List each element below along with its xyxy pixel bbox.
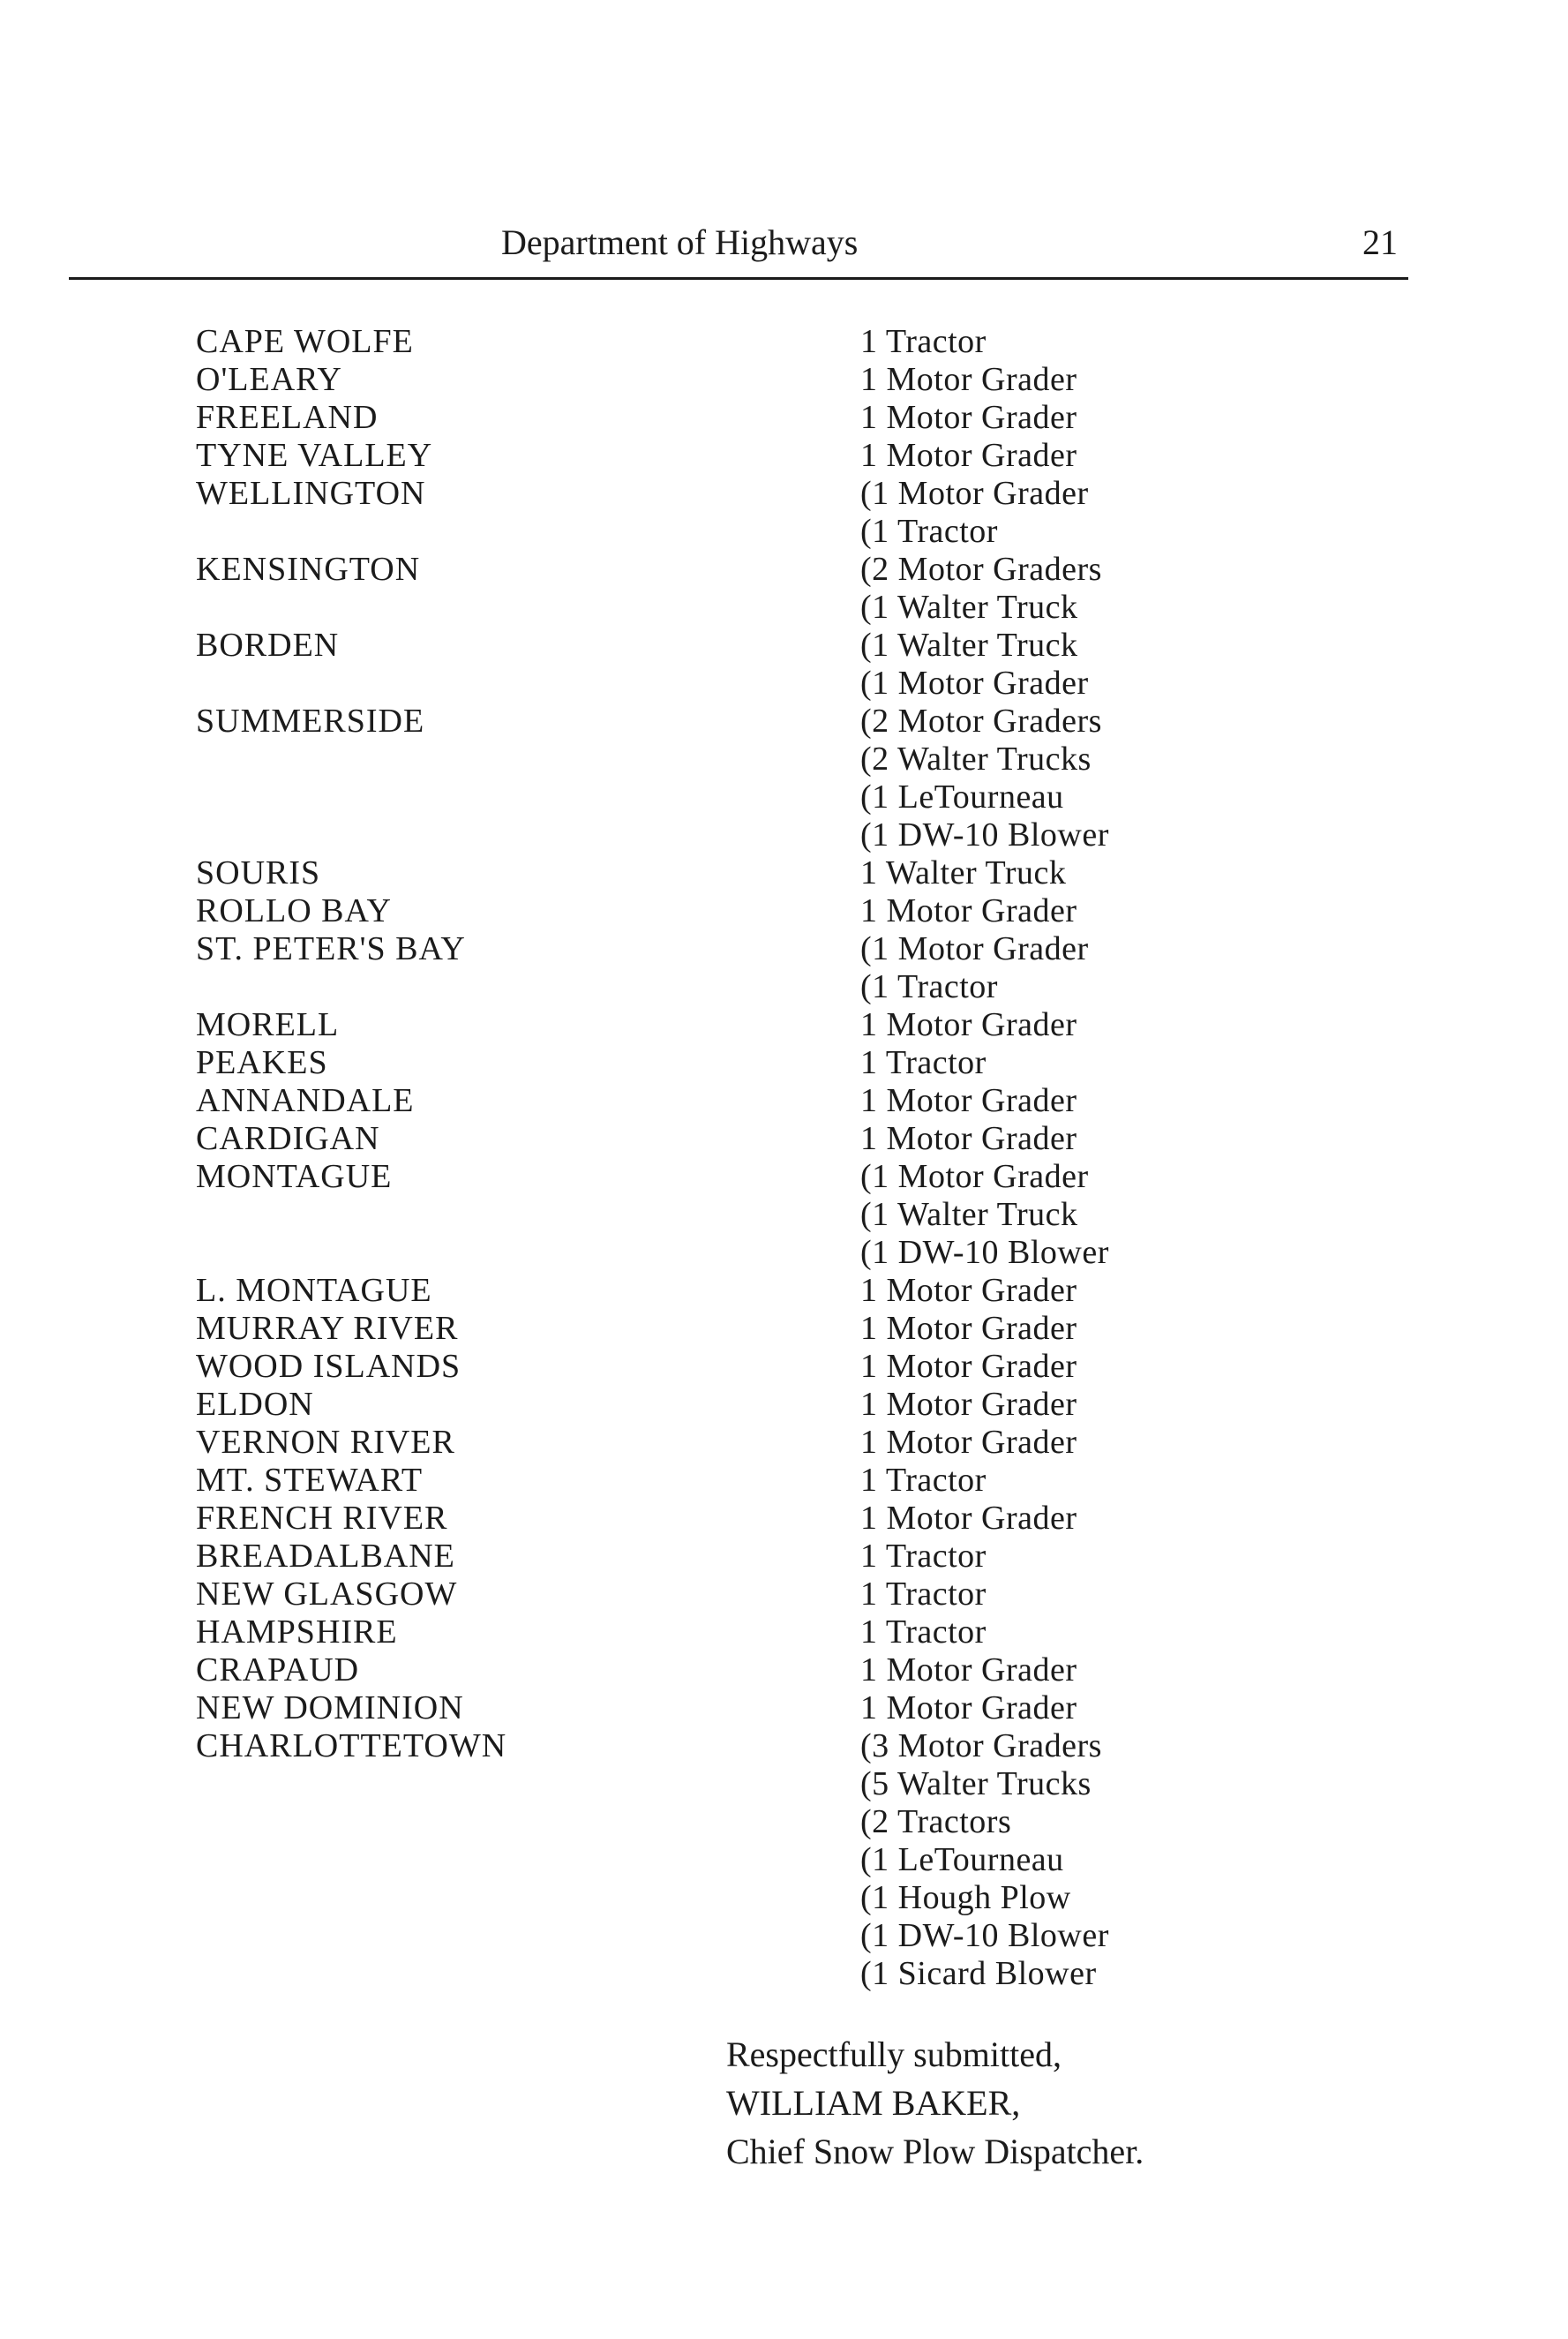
equipment-item: (1 Walter Truck: [860, 1196, 1078, 1233]
equipment-list: [860, 854, 1066, 892]
location-name: CARDIGAN: [196, 1120, 380, 1157]
equipment-item: (1 Hough Plow: [860, 1879, 1071, 1916]
equipment-item: 1 Motor Grader: [860, 361, 1077, 398]
equipment-item: (2 Motor Graders: [860, 551, 1102, 588]
location-name: VERNON RIVER: [196, 1424, 455, 1461]
equipment-list: [860, 1386, 1077, 1424]
equipment-item: 1 Motor Grader: [860, 1082, 1077, 1119]
location-name: MURRAY RIVER: [196, 1310, 459, 1347]
equipment-list: [860, 1348, 1077, 1386]
equipment-item: (1 Tractor: [860, 968, 998, 1005]
equipment-item: 1 Tractor: [860, 1576, 987, 1613]
equipment-list: [860, 1310, 1077, 1348]
equipment-item: 1 Motor Grader: [860, 1348, 1077, 1385]
location-name: FREELAND: [196, 399, 379, 436]
equipment-list: [860, 703, 1109, 854]
equipment-item: 1 Motor Grader: [860, 1651, 1077, 1688]
equipment-item: (2 Walter Trucks: [860, 741, 1092, 778]
equipment-list: [860, 1120, 1077, 1158]
equipment-list: [860, 551, 1102, 627]
equipment-item: 1 Motor Grader: [860, 892, 1077, 929]
equipment-item: (3 Motor Graders: [860, 1727, 1102, 1764]
equipment-item: 1 Motor Grader: [860, 1272, 1077, 1309]
location-name: CRAPAUD: [196, 1651, 360, 1688]
equipment-item: (1 Walter Truck: [860, 589, 1078, 626]
equipment-item: (1 Motor Grader: [860, 665, 1089, 702]
equipment-list: [860, 1006, 1077, 1044]
equipment-list: [860, 399, 1077, 437]
equipment-list: [860, 1689, 1077, 1727]
location-name: NEW DOMINION: [196, 1689, 464, 1726]
equipment-item: 1 Motor Grader: [860, 437, 1077, 474]
equipment-item: 1 Motor Grader: [860, 1424, 1077, 1461]
equipment-list: [860, 1462, 987, 1500]
equipment-list: [860, 1272, 1077, 1310]
location-name: CHARLOTTETOWN: [196, 1727, 507, 1764]
equipment-list: [860, 361, 1077, 399]
equipment-item: (1 Tractor: [860, 513, 998, 550]
equipment-item: 1 Motor Grader: [860, 1310, 1077, 1347]
signature-title: Chief Snow Plow Dispatcher.: [726, 2132, 1144, 2171]
location-name: ROLLO BAY: [196, 892, 392, 929]
header-rule: [69, 277, 1408, 280]
equipment-list: [860, 892, 1077, 930]
signature-name: WILLIAM BAKER,: [726, 2083, 1021, 2123]
location-name: TYNE VALLEY: [196, 437, 433, 474]
equipment-item: (1 DW-10 Blower: [860, 816, 1109, 854]
location-name: CAPE WOLFE: [196, 323, 414, 360]
equipment-item: (1 Motor Grader: [860, 930, 1089, 967]
equipment-item: (2 Motor Graders: [860, 703, 1102, 740]
equipment-item: 1 Tractor: [860, 1044, 987, 1081]
equipment-item: 1 Motor Grader: [860, 399, 1077, 436]
equipment-list: [860, 1613, 987, 1651]
equipment-list: [860, 1651, 1077, 1689]
location-name: MORELL: [196, 1006, 340, 1043]
equipment-item: 1 Walter Truck: [860, 854, 1067, 891]
equipment-item: (5 Walter Trucks: [860, 1765, 1092, 1802]
location-name: MONTAGUE: [196, 1158, 393, 1195]
location-name: MT. STEWART: [196, 1462, 424, 1499]
equipment-item: 1 Motor Grader: [860, 1120, 1077, 1157]
location-name: FRENCH RIVER: [196, 1500, 448, 1537]
location-name: SUMMERSIDE: [196, 703, 425, 740]
location-name: HAMPSHIRE: [196, 1613, 398, 1651]
location-name: ANNANDALE: [196, 1082, 415, 1119]
equipment-item: 1 Tractor: [860, 1462, 987, 1499]
equipment-item: (1 DW-10 Blower: [860, 1234, 1109, 1271]
equipment-item: (1 Sicard Blower: [860, 1955, 1097, 1992]
equipment-item: (1 LeTourneau: [860, 1841, 1064, 1878]
equipment-item: (1 Motor Grader: [860, 475, 1089, 512]
location-name: KENSINGTON: [196, 551, 421, 588]
equipment-list: [860, 1576, 987, 1613]
equipment-item: 1 Tractor: [860, 1538, 987, 1575]
equipment-list: [860, 475, 1089, 551]
equipment-list: [860, 437, 1077, 475]
equipment-item: 1 Motor Grader: [860, 1500, 1077, 1537]
equipment-item: 1 Motor Grader: [860, 1689, 1077, 1726]
equipment-list: [860, 1538, 987, 1576]
equipment-item: 1 Motor Grader: [860, 1386, 1077, 1423]
equipment-list: [860, 1424, 1077, 1462]
location-name: O'LEARY: [196, 361, 342, 398]
equipment-item: (1 Walter Truck: [860, 627, 1078, 664]
page-header-title: Department of Highways: [501, 222, 859, 262]
location-name: WOOD ISLANDS: [196, 1348, 461, 1385]
equipment-item: 1 Tractor: [860, 1613, 987, 1651]
signature-closing: Respectfully submitted,: [726, 2034, 1062, 2074]
location-name: BORDEN: [196, 627, 340, 664]
page-number: 21: [1362, 222, 1398, 262]
equipment-item: 1 Tractor: [860, 323, 987, 360]
equipment-item: (2 Tractors: [860, 1803, 1012, 1840]
location-name: ELDON: [196, 1386, 314, 1423]
equipment-item: 1 Motor Grader: [860, 1006, 1077, 1043]
location-name: PEAKES: [196, 1044, 328, 1081]
equipment-item: (1 DW-10 Blower: [860, 1917, 1109, 1954]
equipment-list: [860, 1044, 987, 1082]
location-name: SOURIS: [196, 854, 321, 891]
equipment-list: [860, 930, 1089, 1006]
location-name: BREADALBANE: [196, 1538, 455, 1575]
equipment-item: (1 Motor Grader: [860, 1158, 1089, 1195]
location-name: L. MONTAGUE: [196, 1272, 432, 1309]
equipment-list: [860, 1500, 1077, 1538]
location-name: NEW GLASGOW: [196, 1576, 458, 1613]
location-name: WELLINGTON: [196, 475, 426, 512]
equipment-list: [860, 627, 1089, 703]
equipment-list: [860, 323, 987, 361]
equipment-list: [860, 1727, 1109, 1993]
equipment-list: [860, 1158, 1109, 1272]
equipment-list: [860, 1082, 1077, 1120]
location-name: ST. PETER'S BAY: [196, 930, 466, 967]
equipment-item: (1 LeTourneau: [860, 778, 1064, 816]
